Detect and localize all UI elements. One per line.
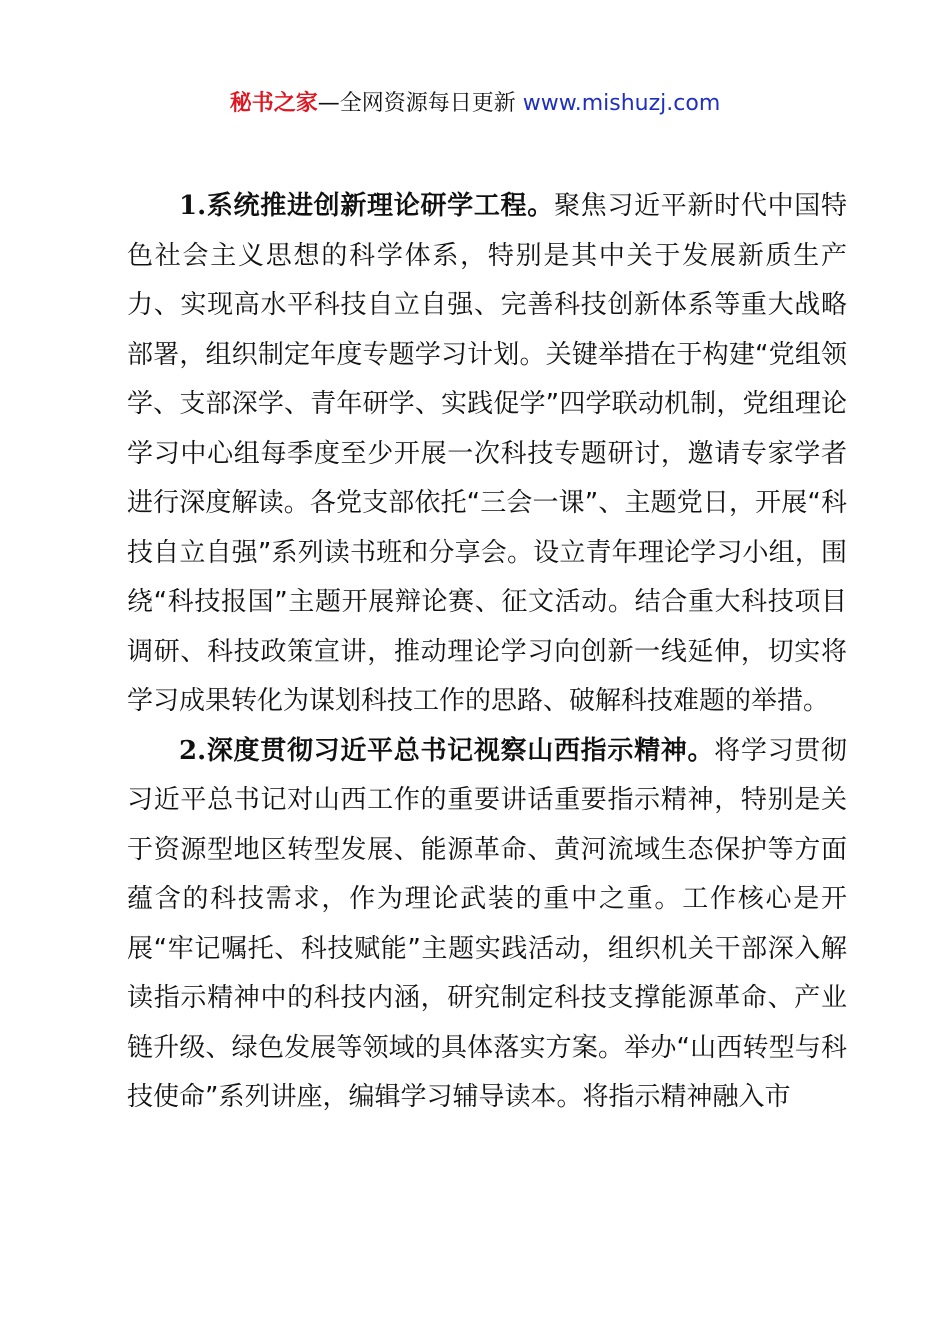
paragraph-1-text: 聚焦习近平新时代中国特色社会主义思想的科学体系，特别是其中关于发展新质生产力、实现高水平科技自立自强、完善科技创新体系等重大战略部署，组织制定年度专题学习计划。关键举措在于构建“党组领学、支部深学、青年研学、实践促学”四学联动机制，党组理论学习中心组每季度至少开展一次科技专题研讨，邀请专家学者进行深度解读。各党支部依托“三会一课”、主题党日，开展“科技自立自强”系列读书班和分享会。设立青年理论学习小组，围绕“科技报国”主题开展辩论赛、征文活动。结合重大科技项目调研、科技政策宣讲，推动理论学习向创新一线延伸，切实将学习成果转化为谋划科技工作的思路、破解科技难题的举措。 [127,191,847,716]
paragraph-2 [127,727,847,1123]
website-link[interactable]: www.mishuzj.com [522,91,721,116]
document-body [127,182,847,1123]
brand-name: 秘书之家 [229,91,318,116]
paragraph-1-heading: 1.系统推进创新理论研学工程。 [179,191,554,221]
header-tagline: —全网资源每日更新 [317,91,516,116]
page-header [0,88,950,120]
paragraph-1 [127,182,847,727]
paragraph-2-heading: 2.深度贯彻习近平总书记视察山西指示精神。 [179,735,715,766]
paragraph-2-text: 将学习贯彻习近平总书记对山西工作的重要讲话重要指示精神，特别是关于资源型地区转型发展、能源革命、黄河流域生态保护等方面蕴含的科技需求，作为理论武装的重中之重。工作核心是开展“牢记嘱托、科技赋能”主题实践活动，组织机关干部深入解读指示精神中的科技内涵，研究制定科技支撑能源革命、产业链升级、绿色发展等领域的具体落实方案。举办“山西转型与科技使命”系列讲座，编辑学习辅导读本。将指示精神融入市 [127,735,847,1112]
